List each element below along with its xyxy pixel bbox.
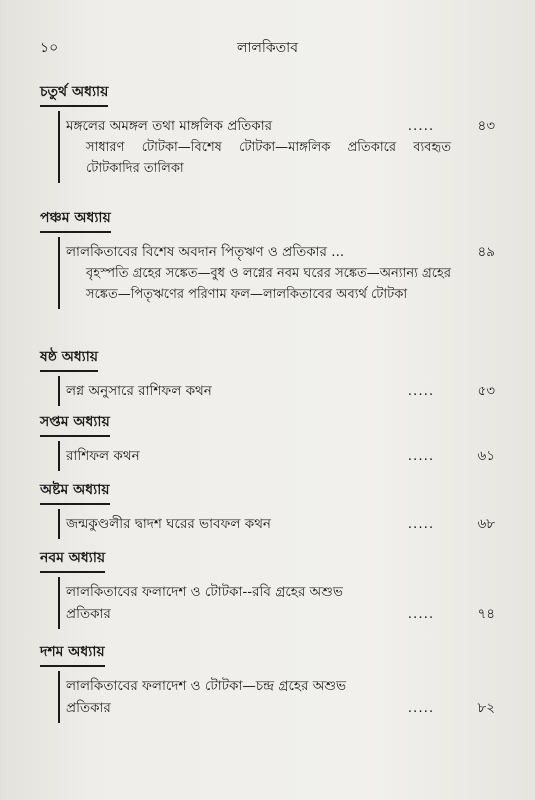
chapter-title: চতুর্থ অধ্যায় <box>40 80 108 107</box>
entry-page: ৫৩ <box>477 383 495 399</box>
toc-entry <box>58 376 495 406</box>
entry-title: জন্মকুণ্ডলীর দ্বাদশ ঘরের ভাবফল কথন <box>66 516 271 532</box>
toc-entry <box>58 111 495 183</box>
chapter-5 <box>40 206 495 309</box>
entry-title: মঙ্গলের অমঙ্গল তথা মাঙ্গলিক প্রতিকার <box>66 118 273 134</box>
entry-title-continued: প্রতিকার <box>66 606 111 622</box>
entry-page: ৮২ <box>477 700 495 716</box>
entry-page: ৭৪ <box>477 606 495 622</box>
chapter-title: পঞ্চম অধ্যায় <box>40 206 111 233</box>
entry-page: ৪৩ <box>477 118 495 134</box>
page-header <box>40 36 495 58</box>
chapter-9 <box>40 546 495 629</box>
entry-title: লালকিতাবের বিশেষ অবদান পিতৃঋণ ও প্রতিকার ... <box>66 244 345 260</box>
leader-dots: ..... <box>407 448 435 464</box>
entry-title: রাশিফল কথন <box>66 448 140 464</box>
entry-page: ৬৮ <box>477 516 495 532</box>
toc-entry <box>58 237 495 309</box>
entry-title-continued: প্রতিকার <box>66 700 111 716</box>
page-number: ১০ <box>40 40 59 56</box>
toc-entry <box>58 441 495 471</box>
chapter-title: নবম অধ্যায় <box>40 546 105 573</box>
chapter-6 <box>40 345 495 406</box>
entry-title: লগ্ন অনুসারে রাশিফল কথন <box>66 383 212 399</box>
running-title: লালকিতাব <box>236 40 299 56</box>
chapter-title: অষ্টম অধ্যায় <box>40 478 110 505</box>
entry-title: লালকিতাবের ফলাদেশ ও টোটকা—চন্দ্র গ্রহের অশুভ <box>66 678 347 694</box>
chapter-title: ষষ্ঠ অধ্যায় <box>40 345 98 372</box>
chapter-title: সপ্তম অধ্যায় <box>40 410 110 437</box>
toc-entry <box>58 509 495 539</box>
toc-entry <box>58 577 495 629</box>
chapter-8 <box>40 478 495 539</box>
leader-dots: ..... <box>407 700 435 716</box>
leader-dots: ..... <box>407 383 435 399</box>
entry-title: লালকিতাবের ফলাদেশ ও টোটকা--রবি গ্রহের অশুভ <box>66 584 343 600</box>
chapter-10 <box>40 640 495 723</box>
entry-page: ৬১ <box>477 448 495 464</box>
chapter-7 <box>40 410 495 471</box>
toc-entry <box>58 671 495 723</box>
leader-dots: ..... <box>407 606 435 622</box>
chapter-4 <box>40 80 495 183</box>
chapter-title: দশম অধ্যায় <box>40 640 105 667</box>
leader-dots: ..... <box>407 118 435 134</box>
entry-page: ৪৯ <box>477 244 495 260</box>
entry-subtopics: সাধারণ টোটকা—বিশেষ টোটকা—মাঙ্গলিক প্রতিকারে ব্যবহৃত টোটকাদির তালিকা <box>86 140 451 176</box>
entry-subtopics: বৃহস্পতি গ্রহের সঙ্কেত—বুধ ও লগ্নের নবম ঘরের সঙ্কেত—অন্যান্য গ্রহের সঙ্কেত—পিতৃঋণের পরিণাম ফল—লালকিতাবের অব্যর্থ টোটকা <box>86 266 451 302</box>
leader-dots: ..... <box>407 516 435 532</box>
